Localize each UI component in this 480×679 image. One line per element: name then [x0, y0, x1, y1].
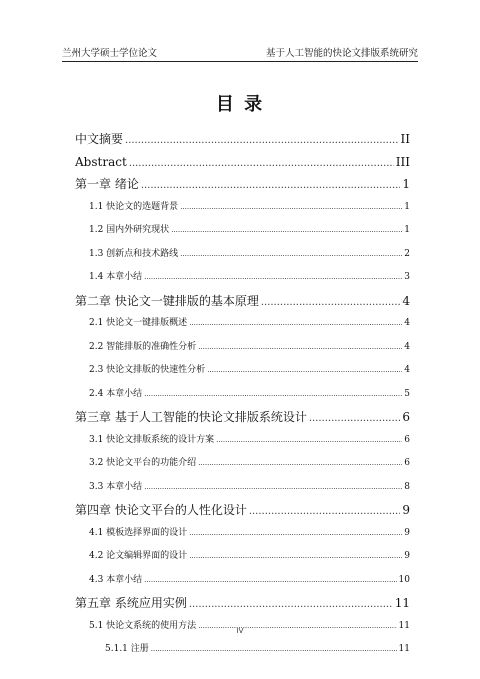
toc-entry-label: 4.2 论文编辑界面的设计 — [89, 551, 188, 561]
toc-entry-page: 6 — [404, 434, 410, 445]
page-header — [62, 43, 418, 62]
toc-leader-dots — [180, 243, 402, 267]
toc-entry-page: 10 — [398, 574, 410, 585]
toc-entry[interactable] — [75, 243, 410, 267]
toc-entry[interactable] — [75, 638, 410, 662]
toc-entry[interactable] — [75, 173, 410, 196]
toc-entry-label: 1.2 国内外研究现状 — [89, 225, 170, 235]
toc-entry-page: 11 — [398, 620, 410, 631]
toc-leader-dots — [144, 569, 396, 593]
toc-entry-page: 3 — [404, 272, 410, 282]
toc-entry[interactable] — [75, 429, 410, 453]
toc-entry-page: 9 — [404, 551, 410, 561]
toc-entry-label: 4.3 本章小结 — [89, 574, 143, 585]
toc-entry-label: 1.4 本章小结 — [89, 272, 143, 282]
toc-entry-page: 8 — [404, 481, 410, 492]
toc-entry-label: 3.1 快论文排版系统的设计方案 — [89, 434, 215, 445]
toc-entry[interactable] — [75, 452, 410, 476]
toc-leader-dots — [198, 336, 402, 360]
toc-entry[interactable] — [75, 359, 410, 383]
toc-entry[interactable] — [75, 569, 410, 593]
toc-entry-label: 第二章 快论文一键排版的基本原理 — [75, 293, 259, 308]
toc-entry-page: II — [400, 132, 410, 146]
toc-entry-label: 2.3 快论文排版的快速性分析 — [89, 365, 206, 375]
toc-entry-page: 4 — [404, 318, 410, 328]
toc-leader-dots — [151, 638, 397, 662]
toc-entry[interactable] — [75, 545, 410, 569]
toc-entry-label: 第四章 快论文平台的人性化设计 — [75, 503, 247, 517]
toc-entry-page: 6 — [402, 410, 410, 424]
toc-entry[interactable] — [75, 219, 410, 243]
page-number: IV — [236, 627, 244, 635]
toc-entry[interactable] — [75, 266, 410, 290]
toc-entry-page: 1 — [404, 201, 410, 212]
toc-entry[interactable] — [75, 499, 410, 522]
toc-leader-dots — [189, 594, 393, 617]
toc-entry-page: 1 — [402, 177, 410, 191]
toc-entry-page: 2 — [404, 248, 410, 259]
toc-entry-page: 9 — [402, 503, 410, 517]
toc-leader-dots — [180, 196, 402, 220]
toc-leader-dots — [171, 219, 402, 243]
toc-entry-label: 第一章 绪论 — [75, 177, 139, 191]
toc-entry-page: 11 — [394, 596, 410, 610]
toc-leader-dots — [141, 175, 401, 198]
toc-entry-label: 3.2 快论文平台的功能介绍 — [89, 458, 197, 468]
toc-leader-dots — [129, 153, 394, 176]
toc-entry-page: 1 — [404, 225, 410, 235]
toc-entry[interactable] — [75, 592, 410, 615]
toc-leader-dots — [144, 266, 402, 290]
toc-leader-dots — [125, 130, 399, 153]
toc-leader-dots — [207, 359, 402, 383]
toc-entry-label: 4.1 模板选择界面的设计 — [89, 527, 188, 538]
toc-entry[interactable] — [75, 336, 410, 360]
toc-entry[interactable] — [75, 406, 410, 429]
page-title: 目 录 — [215, 94, 265, 115]
toc-entry-page: 5 — [404, 388, 410, 399]
toc-entry[interactable] — [75, 196, 410, 220]
toc-entry-label: 1.3 创新点和技术路线 — [89, 248, 179, 259]
toc-leader-dots — [261, 292, 401, 315]
toc-leader-dots — [309, 408, 401, 431]
toc-leader-dots — [249, 501, 401, 524]
toc-entry-label: 3.3 本章小结 — [89, 481, 143, 492]
toc-leader-dots — [144, 476, 402, 500]
toc-leader-dots — [198, 452, 402, 476]
toc-entry-label: 5.1.1 注册 — [105, 644, 149, 654]
toc-entry-page: 6 — [404, 458, 410, 468]
toc-entry-page: 4 — [404, 341, 410, 352]
toc-entry-label: Abstract — [75, 154, 127, 169]
table-of-contents — [75, 128, 410, 662]
toc-entry[interactable] — [75, 312, 410, 336]
toc-entry-page: 4 — [402, 293, 410, 308]
toc-entry-label: 5.1 快论文系统的使用方法 — [89, 620, 197, 631]
toc-entry-label: 第五章 系统应用实例 — [75, 596, 187, 610]
toc-leader-dots — [216, 429, 402, 453]
toc-entry[interactable] — [75, 128, 410, 151]
toc-entry-label: 中文摘要 — [75, 132, 124, 146]
toc-entry-page: III — [395, 154, 410, 169]
header-left-text: 兰州大学硕士学位论文 — [62, 48, 158, 59]
toc-entry-label: 2.4 本章小结 — [89, 388, 143, 399]
toc-entry[interactable] — [75, 476, 410, 500]
toc-entry-page: 11 — [398, 644, 410, 654]
toc-entry[interactable] — [75, 151, 410, 174]
toc-entry[interactable] — [75, 290, 410, 313]
toc-leader-dots — [189, 312, 402, 336]
toc-entry-label: 2.2 智能排版的准确性分析 — [89, 341, 197, 352]
toc-entry[interactable] — [75, 383, 410, 407]
toc-entry-label: 2.1 快论文一键排版概述 — [89, 318, 188, 328]
toc-entry-label: 1.1 快论文的选题背景 — [89, 201, 179, 212]
toc-entry-page: 9 — [404, 527, 410, 538]
toc-leader-dots — [144, 383, 402, 407]
toc-leader-dots — [189, 522, 402, 546]
toc-leader-dots — [189, 545, 402, 569]
toc-entry-page: 4 — [404, 365, 410, 375]
header-right-text: 基于人工智能的快论文排版系统研究 — [265, 48, 418, 59]
toc-entry-label: 第三章 基于人工智能的快论文排版系统设计 — [75, 410, 307, 424]
toc-entry[interactable] — [75, 522, 410, 546]
